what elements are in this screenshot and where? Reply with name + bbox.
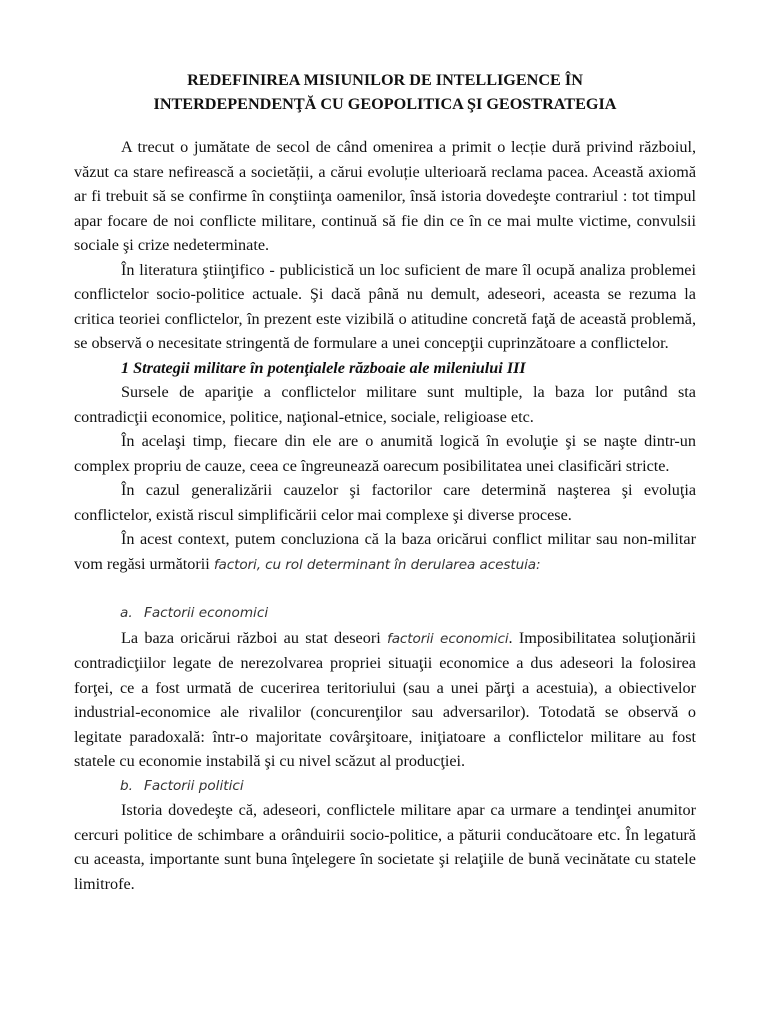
title-line-2: INTERDEPENDENŢĂ CU GEOPOLITICA ŞI GEOSTRATEGIA	[153, 95, 617, 113]
title-line-1: REDEFINIREA MISIUNILOR DE INTELLIGENCE ÎN	[187, 71, 583, 89]
factor-a-label: Factorii economici	[144, 605, 269, 621]
document-title	[74, 68, 696, 116]
context-italic-text: factori, cu rol determinant în derularea acestuia:	[213, 556, 541, 573]
factor-a-letter: a.	[120, 605, 133, 621]
factor-a-text-start: La baza oricărui război au stat deseori	[121, 628, 388, 647]
intro-paragraph-2: În literatura ştiinţifico - publicistică un loc suficient de mare îl ocupă analiza problemei conflictelor socio-politice actuale. Şi dacă până nu demult, adeseori, aceasta se rezuma la critica teoriei conflictelor, în prezent este vizibilă o atitudine concretă faţă de această problemă, se observă o necesitate stringentă de formulare a unei concepţii cuprinzătoare a conflictelor.	[74, 260, 696, 352]
factor-a-heading	[74, 601, 696, 626]
factor-b-heading	[74, 774, 696, 799]
blank-line	[74, 577, 696, 601]
section-1-paragraph-3: În cazul generalizării cauzelor şi factorilor care determină naşterea şi evoluţia conflictelor, există riscul simplificării celor mai complexe şi diverse procese.	[74, 481, 696, 524]
factor-a-italic-text: factorii economici	[387, 630, 509, 647]
section-1-paragraph-1: Sursele de apariţie a conflictelor militare sunt multiple, la baza lor putând sta contradicţii economice, politice, naţional-etnice, sociale, religioase etc.	[74, 383, 696, 426]
section-1-heading: 1 Strategii militare în potenţialele războaie ale mileniului III	[121, 358, 526, 377]
intro-paragraph-1: A trecut o jumătate de secol de când omenirea a primit o lecție dură privind războiul, văzut ca stare nefirească a societății, a cărui evoluție ulterioară reclama pacea. Această axiomă ar fi trebuit să se confirme în conştiinţa oamenilor, însă istoria dovedeşte contrariul : tot timpul apar focare de noi conflicte militare, continuă să fie din ce în ce mai multe victime, convulsii sociale şi crize nedeterminate.	[74, 138, 696, 254]
factor-a-paragraph	[74, 626, 696, 774]
document-page	[74, 68, 696, 896]
factor-b-letter: b.	[120, 777, 133, 794]
section-1-paragraph-2: În acelaşi timp, fiecare din ele are o anumită logică în evoluţie şi se naşte dintr-un complex propriu de cauze, ceea ce îngreunează oarecum posibilitatea unei clasificări stricte.	[74, 432, 696, 475]
context-text: În acest context, putem concluziona că la baza oricărui conflict militar sau non-militar vom regăsi următorii	[74, 530, 696, 573]
context-paragraph	[74, 527, 696, 577]
factor-b-label: Factorii politici	[144, 777, 244, 794]
factor-a-text-end: . Imposibilitatea soluţionării contradicţiilor legate de nerezolvarea propriei situaţii economice a dus adeseori la folosirea forţei, ce a fost urmată de cucerirea teritoriului (sau a unei părţi a acestuia), a obiectivelor industrial-economice ale rivalilor (concurenţilor sau adversarilor). Totodată se observă o legitate paradoxală: într-o majoritate covârşitoare, iniţiatoare a conflictelor militare au fost statele cu economie instabilă şi cu nivel scăzut al producţiei.	[74, 628, 696, 770]
factor-b-paragraph: Istoria dovedeşte că, adeseori, conflictele militare apar ca urmare a tendinţei anumitor cercuri politice de schimbare a orânduirii socio-politice, a păturii conducătoare etc. În legatură cu aceasta, importante sunt buna înţelegere în societate şi relaţiile de bună vecinătate cu statele limitrofe.	[74, 801, 696, 893]
